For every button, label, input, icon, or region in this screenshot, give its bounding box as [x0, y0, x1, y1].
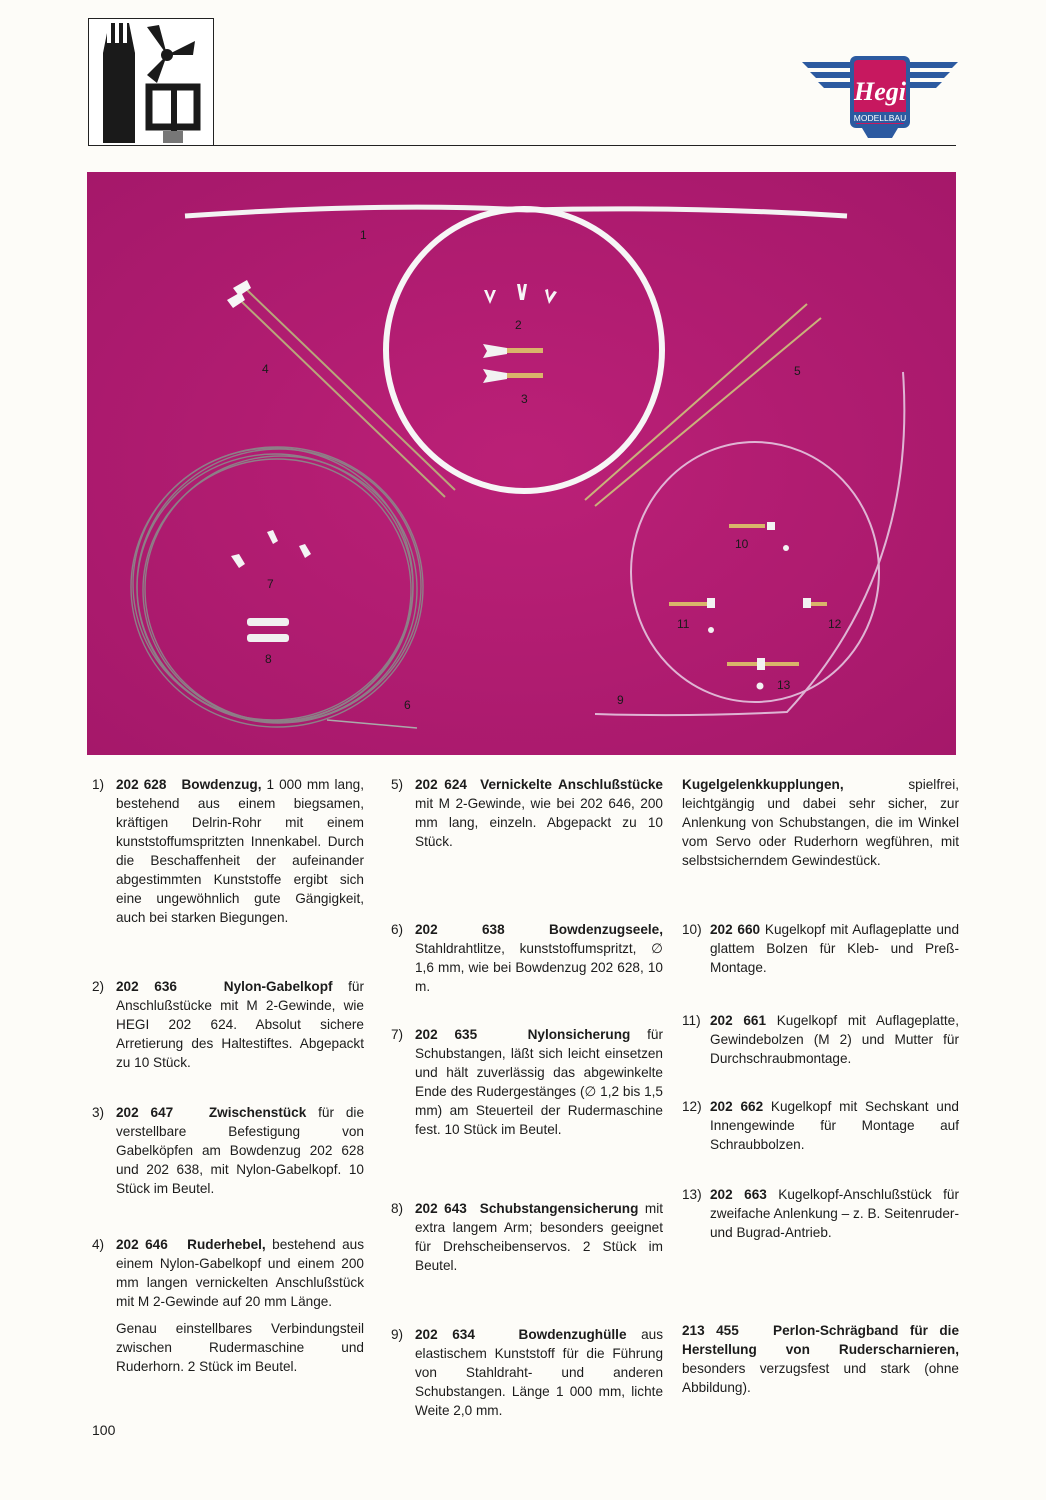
photo-label-3: 3 — [521, 392, 528, 406]
list-item — [682, 1321, 959, 1397]
list-item — [391, 1025, 663, 1139]
item-title: Ruderhebel, — [187, 1237, 266, 1252]
list-item — [391, 920, 663, 996]
item-number: 13) — [682, 1187, 702, 1202]
item-code: 202 661 — [710, 1013, 767, 1028]
item-code: 202 638 — [415, 922, 505, 937]
photo-label-8: 8 — [265, 652, 272, 666]
list-item — [682, 775, 959, 870]
item-text: mit M 2-Gewinde, wie bei 202 646, 200 mm lang, einzeln. Abgepackt zu 10 Stück. — [415, 796, 663, 849]
item-text: Kugelkopf mit Auflageplatte und glattem Bolzen für Kleb- und Preß-Montage. — [710, 922, 960, 975]
list-item — [92, 977, 364, 1072]
photo-label-5: 5 — [794, 364, 801, 378]
item-number: 11) — [682, 1013, 701, 1028]
item-title: Vernickelte Anschlußstücke — [480, 777, 663, 792]
item-number: 12) — [682, 1099, 702, 1114]
item-code: 202 634 — [415, 1327, 475, 1342]
hegi-brand-logo — [800, 56, 960, 142]
item-code: 202 662 — [710, 1099, 764, 1114]
brand-logo-subtext: MODELLBAU — [853, 113, 907, 123]
item-code: 202 646 — [116, 1237, 168, 1252]
item-title: Kugelgelenkkupplungen, — [682, 777, 844, 792]
item-text: Kugelkopf-Anschlußstück für zweifache Anlenkung – z. B. Seitenruder- und Bugrad-Antrieb. — [710, 1187, 959, 1240]
item-code: 202 660 — [710, 922, 761, 937]
item-title: Schubstangensicherung — [479, 1201, 639, 1216]
item-text: für Anschlußstücke mit M 2-Gewinde, wie HEGI 202 624. Absolut sichere Arretierung des Haltestiftes. Abgepackt zu 10 Stück. — [116, 979, 364, 1070]
item-text: für Schubstangen, läßt sich leicht einsetzen und hält zuverlässig das abgewinkelte Ende des Rudergestänges (∅ 1,2 bis 1,5 mm) am Steuerteil der Rudermaschine fest. 10 Stück im Beutel. — [415, 1027, 663, 1137]
item-title: Nylon-Gabelkopf — [223, 979, 333, 994]
list-item — [682, 1011, 959, 1068]
photo-label-12: 12 — [828, 617, 842, 631]
item-text-2: Genau einstellbares Verbindungsteil zwischen Rudermaschine und Ruderhorn. 2 Stück im Beutel. — [116, 1321, 364, 1374]
item-number: 1) — [92, 777, 105, 792]
photo-label-1: 1 — [360, 228, 367, 242]
item-code: 202 663 — [710, 1187, 767, 1202]
item-number: 7) — [391, 1027, 404, 1042]
item-text: mit extra langem Arm; besonders geeignet für Drehscheibenservos. 2 Stück im Beutel. — [415, 1201, 663, 1273]
item-code: 213 455 — [682, 1323, 739, 1338]
item-number: 5) — [391, 777, 404, 792]
item-title: Bowdenzugseele, — [548, 922, 664, 937]
photo-label-7: 7 — [267, 577, 274, 591]
list-item — [391, 1325, 663, 1420]
item-code: 202 643 — [415, 1201, 467, 1216]
list-item — [682, 920, 959, 977]
item-code: 202 624 — [415, 777, 467, 792]
list-item — [92, 1103, 364, 1198]
photo-label-2: 2 — [515, 318, 522, 332]
item-title: Bowdenzughülle — [518, 1327, 627, 1342]
item-text: aus elastischem Kunststoff für die Führung von Stahldraht- und anderen Schubstangen. Länge 1 000 mm, lichte Weite 2,0 mm. — [415, 1327, 663, 1418]
item-text: Kugelkopf mit Sechskant und Innengewinde für Montage auf Schraubbolzen. — [710, 1099, 959, 1152]
photo-label-4: 4 — [262, 362, 269, 376]
list-item — [391, 1199, 663, 1275]
list-item — [92, 1235, 364, 1376]
item-title: Nylonsicherung — [527, 1027, 631, 1042]
list-item — [682, 1097, 959, 1154]
photo-label-13: 13 — [777, 678, 791, 692]
tools-category-icon — [89, 19, 213, 145]
item-title: Bowdenzug, — [181, 777, 262, 792]
brand-logo-text: Hegi — [854, 77, 906, 106]
list-item — [391, 775, 663, 851]
item-number: 3) — [92, 1105, 105, 1120]
item-number: 10) — [682, 922, 702, 937]
item-title: Perlon-Schrägband für die Herstellung von Ruderscharnieren, — [682, 1323, 960, 1357]
item-text: Stahldrahtlitze, kunststoffumspritzt, ∅ 1,6 mm, wie bei Bowdenzug 202 628, 10 m. — [415, 941, 663, 994]
item-code: 202 628 — [116, 777, 167, 792]
page-number: 100 — [92, 1422, 116, 1438]
item-code: 202 636 — [116, 979, 177, 994]
item-number: 4) — [92, 1237, 105, 1252]
item-text: für die verstellbare Befestigung von Gabelköpfen am Bowdenzug 202 628 und 202 638, mit Nylon-Gabelkopf. 10 Stück im Beutel. — [116, 1105, 365, 1196]
item-number: 9) — [391, 1327, 404, 1342]
item-text: bestehend aus einem Nylon-Gabelkopf und einem 200 mm langen vernickelten Anschlußstück mit M 2-Gewinde auf 20 mm Länge. — [116, 1237, 364, 1309]
item-code: 202 635 — [415, 1027, 478, 1042]
item-text: spielfrei, leichtgängig und dabei sehr sicher, zur Anlenkung von Schubstangen, die im Winkel vom Servo oder Ruderhorn wegführen, mit selbstsicherndem Gewindestück. — [682, 777, 959, 868]
item-text: Kugelkopf mit Auflageplatte, Gewindebolzen (M 2) und Mutter für Durchschraubmontage. — [710, 1013, 959, 1066]
photo-label-10: 10 — [735, 537, 749, 551]
item-number: 8) — [391, 1201, 404, 1216]
item-number: 2) — [92, 979, 105, 994]
header-rule — [88, 145, 956, 146]
list-item — [682, 1185, 959, 1242]
photo-label-9: 9 — [617, 693, 624, 707]
category-icon-box — [88, 18, 214, 146]
item-text: besonders verzugsfest und stark (ohne Abbildung). — [682, 1361, 959, 1395]
list-item — [92, 775, 364, 927]
photo-label-11: 11 — [677, 617, 690, 631]
item-code: 202 647 — [116, 1105, 174, 1120]
item-number: 6) — [391, 922, 404, 937]
product-photo — [87, 172, 956, 755]
item-title: Zwischenstück — [208, 1105, 307, 1120]
item-text: 1 000 mm lang, bestehend aus einem biegsamen, kräftigen Delrin-Rohr mit einem kunststoffumspritzten Innenkabel. Durch die Beschaffenheit der aufeinander abgestimmten Kunststoffe ergibt sich eine ungewöhnlich gute Gängigkeit, auch bei starken Biegungen. — [116, 777, 364, 925]
photo-label-6: 6 — [404, 698, 411, 712]
